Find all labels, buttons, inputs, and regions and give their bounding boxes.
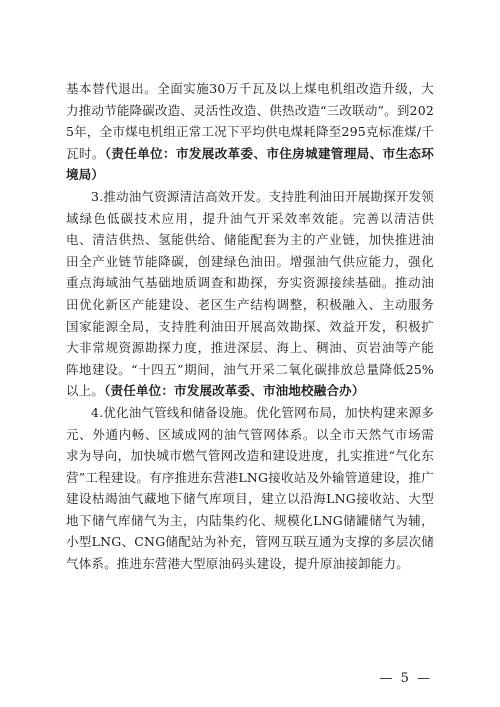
paragraph-coal-power <box>66 78 434 186</box>
paragraph-oil-gas-development <box>66 186 434 402</box>
responsibility-units: （责任单位：市发展改革委、市住房城建管理局、市生态环境局） <box>66 145 435 183</box>
paragraph-text: 4.优化油气管线和储备设施。优化管网布局，加快构建来源多元、外通内畅、区域成网的油气管网体系。以全市天然气市场需求为导向，加快城市燃气管网改造和建设进度，扎实推进“气化东营”工程建设。有序推进东营港LNG接收站及外输管道建设，推广建设枯竭油气藏地下储气库项目，建立以沿海LNG接收站、大型地下储气库储气为主，内陆集约化、规模化LNG储罐储气为辅，小型LNG、CNG储配站为补充，管网互联互通为支撑的多层次储气体系。推进东营港大型原油码头建设，提升原油接卸能力。 <box>66 404 434 572</box>
document-body <box>66 78 434 575</box>
paragraph-text: 基本替代退出。全面实施30万千瓦及以上煤电机组改造升级，大力推动节能降碳改造、灵活性改造、供热改造“三改联动”。到2025年，全市煤电机组正常工况下平均供电煤耗降至295克标准煤/千瓦时。 <box>66 81 434 161</box>
paragraph-text: 3.推动油气资源清洁高效开发。支持胜利油田开展勘探开发领域绿色低碳技术应用，提升油气开采效率效能。完善以清洁供电、清洁供热、氢能供给、储能配套为主的产业链，加快推进油田全产业链节能降碳，创建绿色油田。增强油气供应能力，强化重点海域油气基础地质调查和勘探，夯实资源接续基础。推动油田优化新区产能建设、老区生产结构调整，积极融入、主动服务国家能源全局，支持胜利油田开展高效勘探、效益开发，积极扩大非常规资源勘探力度，推进深层、海上、稠油、页岩油等产能阵地建设。“十四五”期间，油气开采二氧化碳排放总量降低25%以上。 <box>66 188 434 399</box>
paragraph-pipeline-storage <box>66 402 434 575</box>
page-number: — 5 — <box>379 671 432 686</box>
responsibility-units: （责任单位：市发展改革委、市油地校融合办） <box>104 383 365 399</box>
